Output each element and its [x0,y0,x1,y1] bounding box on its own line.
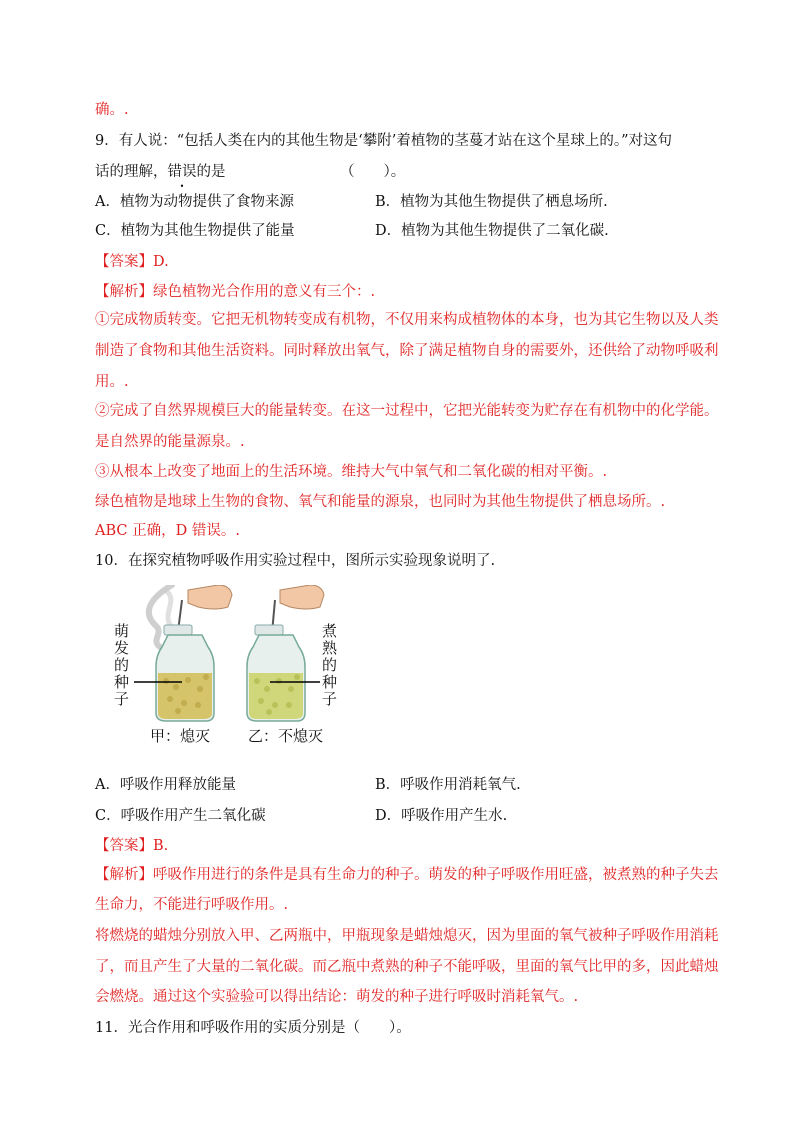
caption-jia: 甲：熄灭 [150,727,211,745]
q9-option-a: A．植物为动物提供了食物来源 [95,194,294,210]
q9-text-b: 的是 [196,164,226,180]
q9-option-d: D．植物为其他生物提供了二氧化碳. [375,223,609,239]
explanation-9-line-7: ③从根本上改变了地面上的生活环境。维持大气中氧气和二氧化碳的相对平衡。. [95,464,608,480]
explanation-9-line-3: 制造了食物和其他生活资料。同时释放出氧气，除了满足植物自身的需要外，还供给了动物呼吸利 [95,343,719,359]
explanation-9-line-9: ABC 正确，D 错误。. [95,523,240,539]
hand-left-icon [188,585,232,609]
explanation-10-line-1: 【解析】呼吸作用进行的条件是具有生命力的种子。萌发的种子呼吸作用旺盛，被煮熟的种子失去 [95,867,719,883]
question-11: 11．光合作用和呼吸作用的实质分别是（ ）。 [95,1020,411,1036]
answer-9: 【答案】D. [95,254,169,270]
explanation-9-line-2: ①完成物质转变。它把无机物转变成有机物，不仅用来构成植物体的本身，也为其它生物以及人类 [95,312,719,328]
explanation-10-line-4: 了，而且产生了大量的二氧化碳。而乙瓶中煮熟的种子不能呼吸，里面的氧气比甲的多，因此蜡烛 [95,959,719,975]
q10-option-a: A．呼吸作用释放能量 [95,777,236,793]
explanation-9-line-6: 是自然界的能量源泉。. [95,434,245,450]
explanation-10-line-5: 会燃烧。通过这个实验验可以得出结论：萌发的种子进行呼吸时消耗氧气。. [95,989,579,1005]
question-9-line-1: 9．有人说：“包括人类在内的其他生物是‘攀附’着植物的茎蔓才站在这个星球上的。”对这句 [95,133,673,149]
question-9-line-2 [95,162,226,182]
explanation-9-line-1: 【解析】绿色植物光合作用的意义有三个：. [95,284,376,300]
q10-option-c: C．呼吸作用产生二氧化碳 [95,808,266,824]
q9-option-b: B．植物为其他生物提供了栖息场所. [375,194,608,210]
q10-option-b: B．呼吸作用消耗氧气. [375,777,521,793]
experiment-figure [110,585,340,750]
question-10: 10．在探究植物呼吸作用实验过程中，图所示实验现象说明了. [95,553,496,569]
prev-answer-tail: 确。. [95,102,129,118]
explanation-10-line-2: 生命力，不能进行呼吸作用。. [95,897,289,913]
explanation-10-line-3: 将燃烧的蜡烛分别放入甲、乙两瓶中，甲瓶现象是蜡烛熄灭，因为里面的氧气被种子呼吸作用消耗 [95,928,719,944]
label-boiled-seeds: 煮熟的种子 [322,622,338,708]
q9-emphasis-word: 错误 [167,164,197,180]
explanation-9-line-8: 绿色植物是地球上生物的食物、氧气和能量的源泉，也同时为其他生物提供了栖息场所。. [95,494,666,510]
label-germinating-seeds: 萌发的种子 [114,622,130,708]
caption-yi: 乙：不熄灭 [248,727,324,745]
explanation-9-line-5: ②完成了自然界规模巨大的能量转变。在这一过程中，它把光能转变为贮存在有机物中的化学能。 [95,403,719,419]
q10-option-d: D．呼吸作用产生水. [375,808,508,824]
answer-10: 【答案】B. [95,838,169,854]
hand-right-icon [280,585,324,609]
explanation-9-line-4: 用。. [95,374,129,390]
question-9-paren: （ ）。 [340,164,406,180]
q9-text-a: 话的理解， [95,164,168,180]
q9-option-c: C．植物为其他生物提供了能量 [95,223,295,239]
